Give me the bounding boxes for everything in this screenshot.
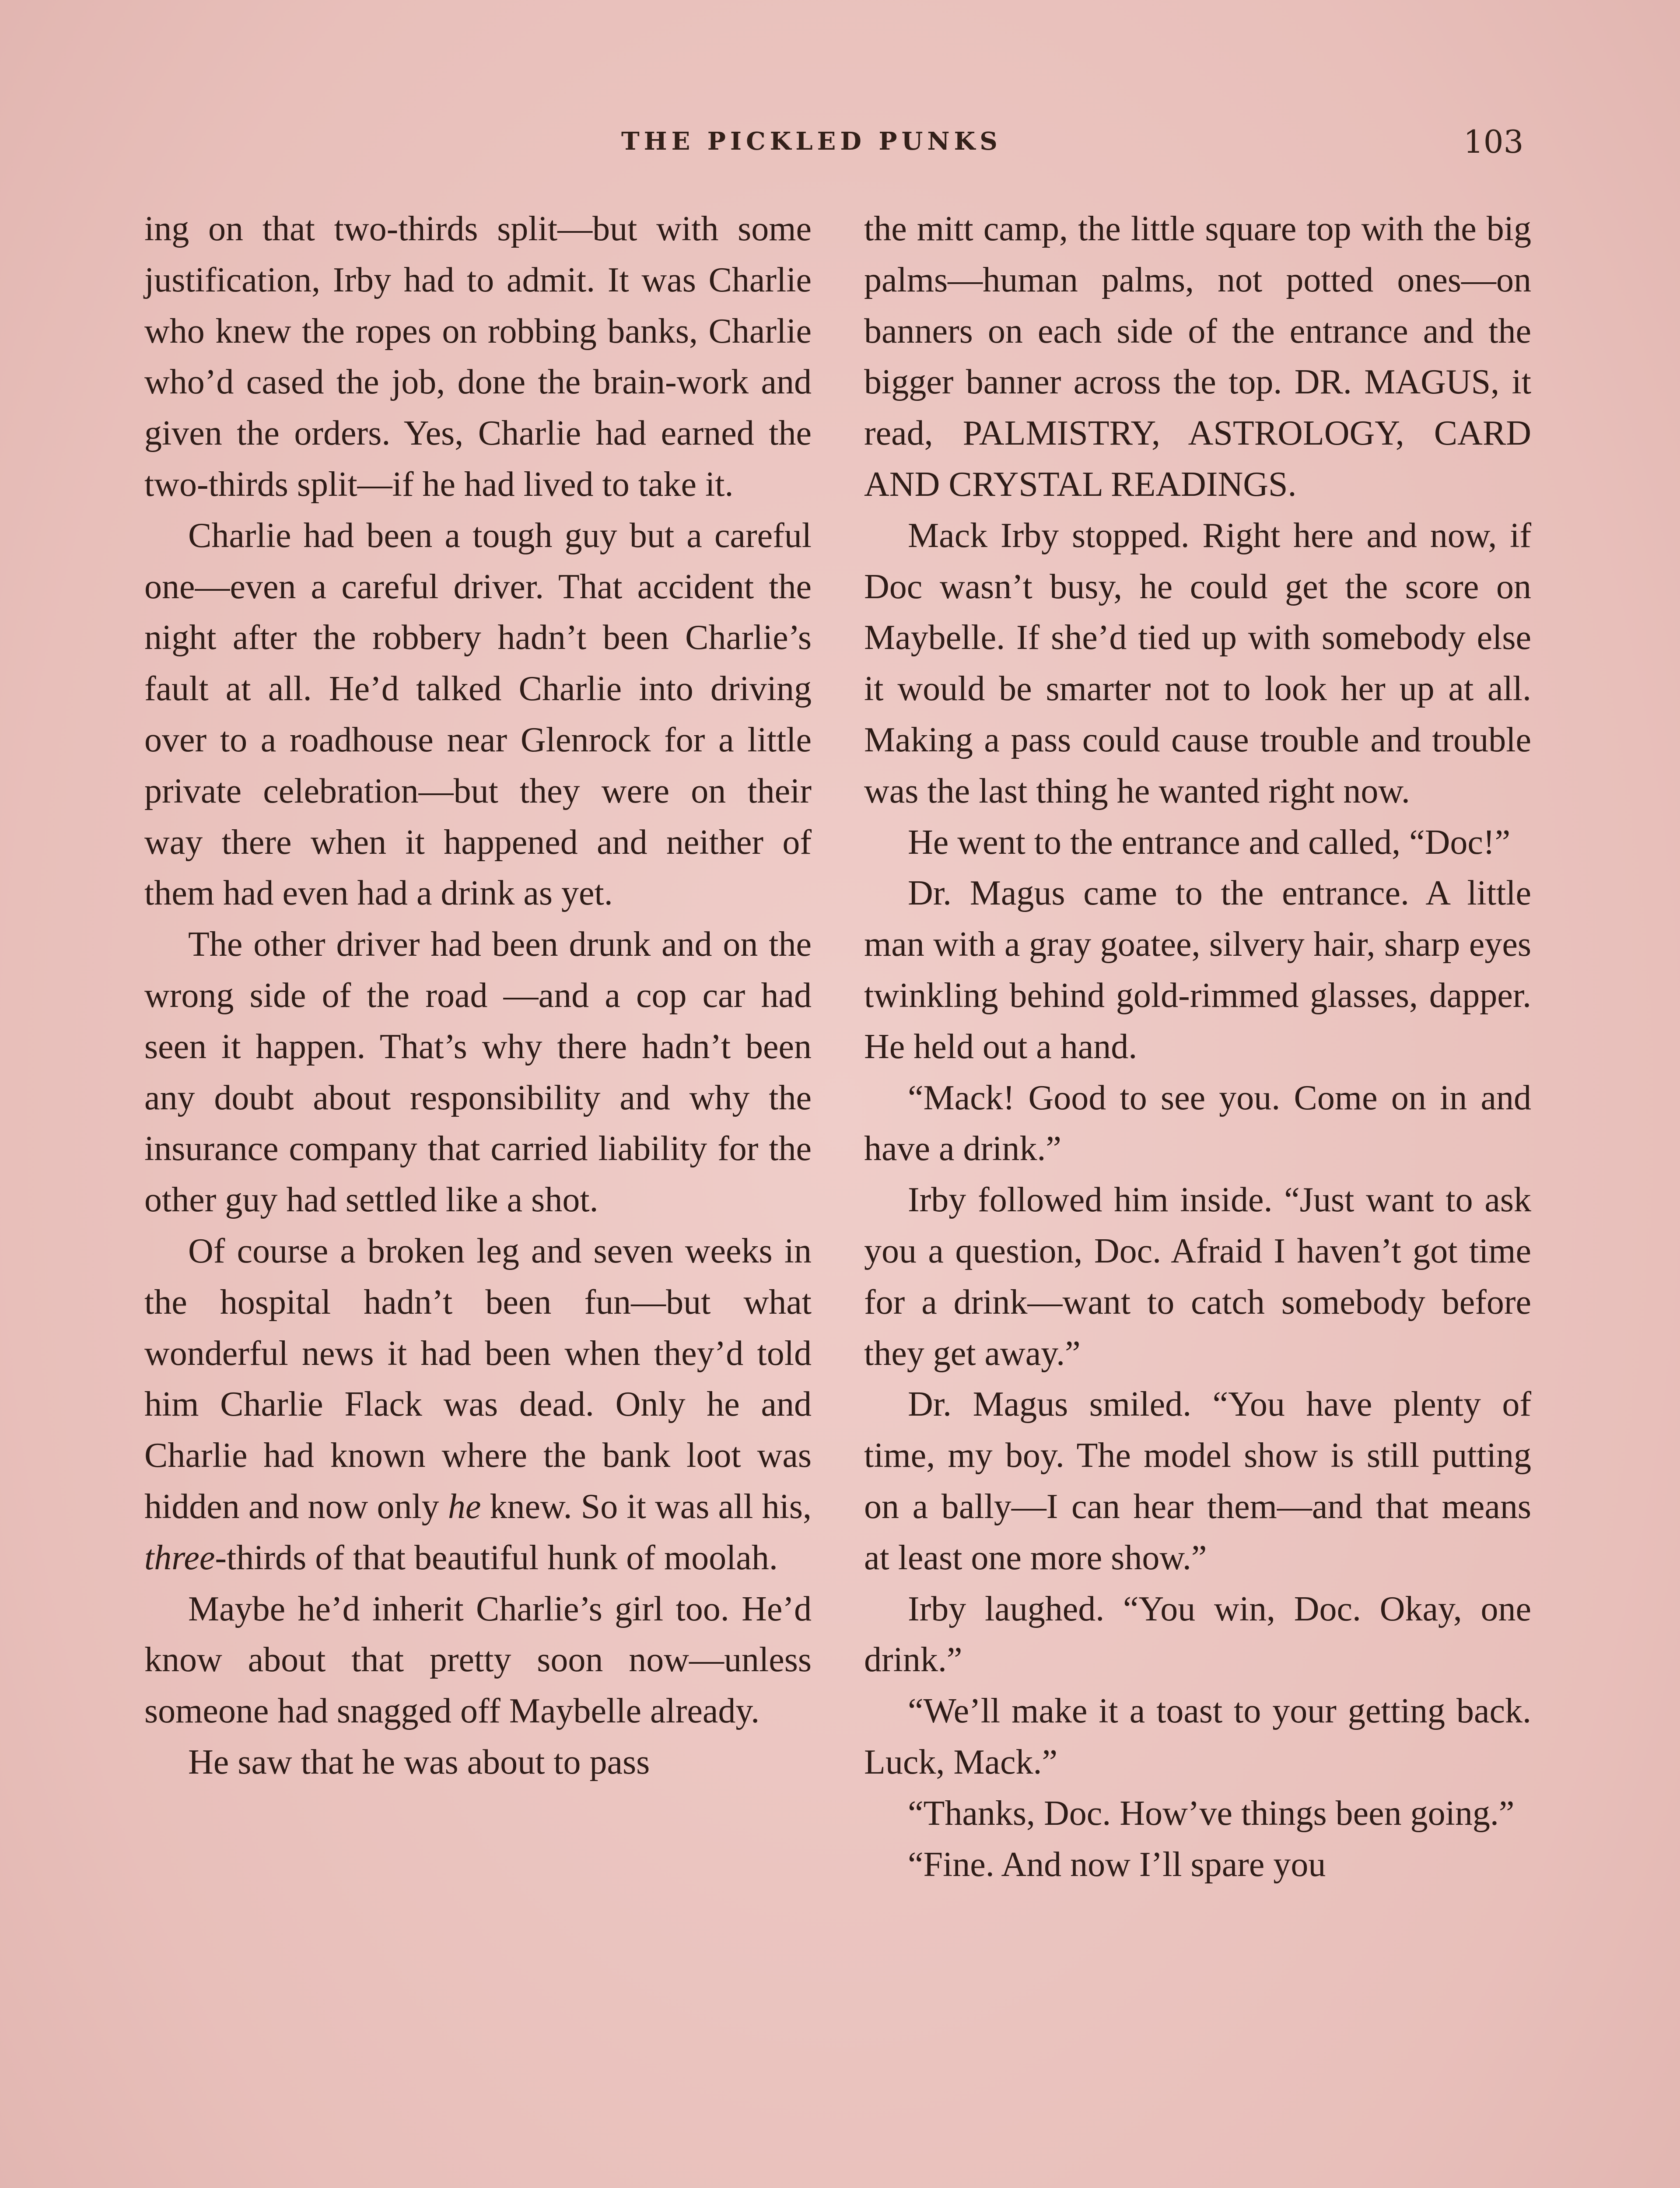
paragraph	[864, 1073, 1531, 1175]
paragraph	[144, 919, 812, 1226]
paragraph	[864, 868, 1531, 1072]
paragraph	[864, 1584, 1531, 1686]
right-text-column	[864, 203, 1531, 1890]
paragraph-text: knew. So it was all his,	[481, 1487, 812, 1526]
paragraph-text: thirds of that beautiful hunk of moolah.	[227, 1538, 778, 1577]
paragraph-text: Irby laughed. “You win, Doc. Okay, one drink.”	[864, 1589, 1531, 1680]
paragraph-text: “We’ll make it a toast to your getting back. Luck, Mack.”	[864, 1692, 1531, 1781]
paragraph-text: Irby followed him inside. “Just want to ask you a question, Doc. Afraid I haven’t got time for a drink—want to catch somebody before they get away.”	[864, 1181, 1531, 1373]
paragraph-text: the mitt camp, the little square top with the big palms—human palms, not potted ones—on banners on each side of the entrance and the bigger banner across the top. DR. MAGUS, it read, PALMISTRY, ASTROLOGY, CARD AND CRYSTAL READINGS.	[864, 210, 1531, 504]
paragraph	[144, 1584, 812, 1737]
paragraph-text: ing on that two-thirds split—but with some justification, Irby had to admit. It was Charlie who knew the ropes on robbing banks, Charlie who’d cased the job, done the brain-work and given the orders. Yes, Charlie had earned the two-thirds split—if he had lived to take it.	[144, 210, 812, 504]
paragraph-text: Mack Irby stopped. Right here and now, if Doc wasn’t busy, he could get the score on Maybelle. If she’d tied up with somebody else it would be smarter not to look her up at all. Making a pass could cause trouble and trouble was the last thing he wanted right now.	[864, 516, 1531, 810]
paragraph	[864, 1379, 1531, 1583]
paragraph-text: Dr. Magus smiled. “You have plenty of time, my boy. The model show is still putting on a bally—I can hear them—and that means at least one more show.”	[864, 1385, 1531, 1577]
italic-text: he	[448, 1487, 481, 1526]
paragraph-text: He saw that he was about to pass	[188, 1743, 650, 1781]
paragraph	[144, 1226, 812, 1584]
page-number: 103	[1463, 123, 1524, 160]
italic-text: three-	[144, 1538, 227, 1577]
paragraph	[864, 1686, 1531, 1788]
paragraph-text: Dr. Magus came to the entrance. A little man with a gray goatee, silvery hair, sharp eyes twinkling behind gold-rimmed glasses, dapper. He held out a hand.	[864, 874, 1531, 1066]
paragraph	[144, 1737, 812, 1788]
page-header	[0, 123, 1680, 179]
paragraph-text: Of course a broken leg and seven weeks in the hospital hadn’t been fun—but what wonderful news it had been when they’d told him Charlie Flack was dead. Only he and Charlie had known where the bank loot was hidden and now only	[144, 1231, 812, 1526]
paragraph-text: “Thanks, Doc. How’ve things been going.”	[908, 1794, 1515, 1833]
paragraph	[864, 817, 1531, 868]
paragraph-text: “Mack! Good to see you. Come on in and have a drink.”	[864, 1078, 1531, 1168]
left-text-column	[144, 203, 812, 1788]
paragraph	[864, 510, 1531, 817]
paragraph	[864, 203, 1531, 510]
paragraph-text: The other driver had been drunk and on the wrong side of the road —and a cop car had seen it happen. That’s why there hadn’t been any doubt about responsibility and why the insurance company that carried liability for the other guy had settled like a shot.	[144, 925, 812, 1220]
paragraph	[864, 1788, 1531, 1839]
paragraph	[864, 1839, 1531, 1890]
paragraph-text: He went to the entrance and called, “Doc!”	[908, 823, 1511, 862]
paragraph	[864, 1175, 1531, 1379]
paragraph	[144, 510, 812, 919]
paragraph-text: Maybe he’d inherit Charlie’s girl too. He’d know about that pretty soon now—unless someone had snagged off Maybelle already.	[144, 1589, 812, 1731]
paragraph-text: “Fine. And now I’ll spare you	[908, 1845, 1326, 1884]
paragraph	[144, 203, 812, 510]
running-title: THE PICKLED PUNKS	[621, 127, 1002, 156]
paragraph-text: Charlie had been a tough guy but a careful one—even a careful driver. That accident the night after the robbery hadn’t been Charlie’s fault at all. He’d talked Charlie into driving over to a roadhouse near Glenrock for a little private celebration—but they were on their way there when it happened and neither of them had even had a drink as yet.	[144, 516, 812, 913]
